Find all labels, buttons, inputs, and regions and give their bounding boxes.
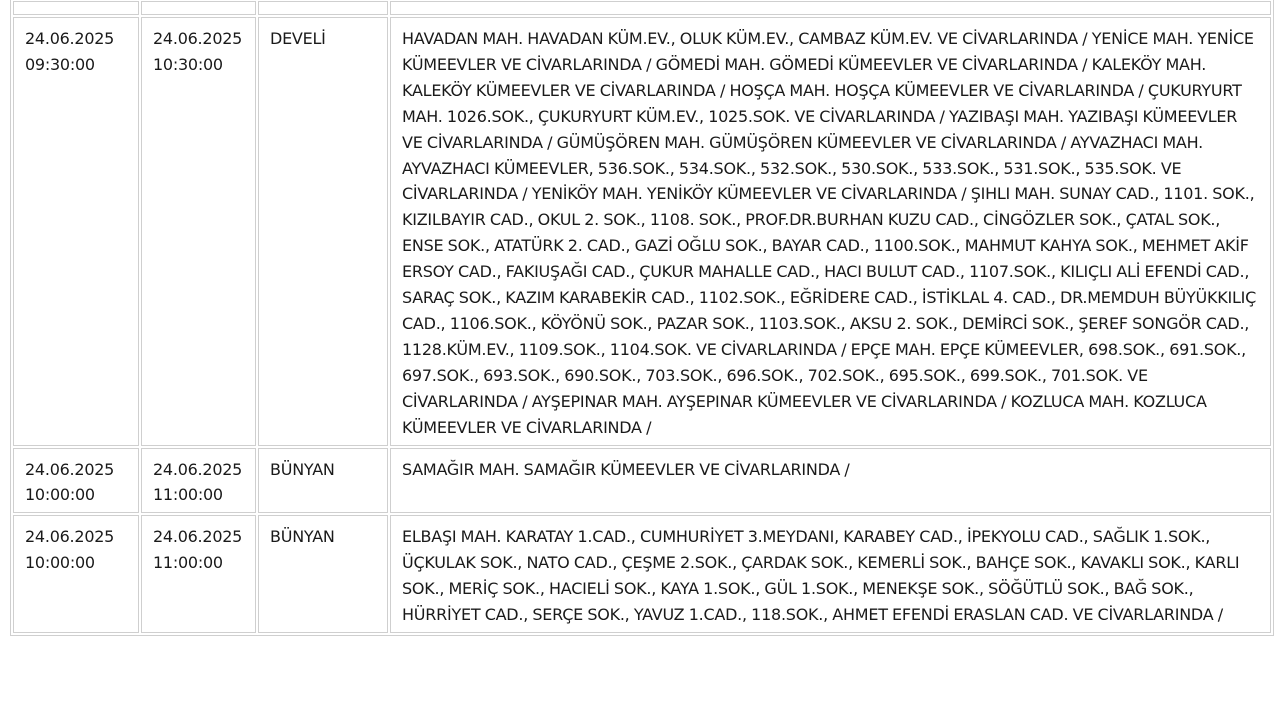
locations-cell xyxy=(390,17,1271,446)
end-time: 10:30:00 xyxy=(153,54,223,74)
end-datetime-cell xyxy=(141,515,256,633)
end-date: 24.06.2025 xyxy=(153,459,243,479)
district-cell xyxy=(258,448,388,514)
start-time: 10:00:00 xyxy=(25,553,95,573)
locations-cell xyxy=(390,448,1271,514)
end-date: 24.06.2025 xyxy=(153,527,243,547)
locations-text: ELBAŞI MAH. KARATAY 1.CAD., CUMHURİYET 3.MEYDANI, KARABEY CAD., İPEKYOLU CAD., SAĞLIK 1.SOK., ÜÇKULAK SOK., NATO CAD., ÇEŞME 2.SOK., ÇARDAK SOK., KEMERLİ SOK., BAHÇE SOK., KAVAKLI SOK., KARLI SOK., MERİÇ SOK., HACIELİ SOK., KAYA 1.SOK., GÜL 1.SOK., MENEKŞE SOK., SÖĞÜTLÜ SOK., BAĞ SOK., HÜRRİYET CAD., SERÇE SOK., YAVUZ 1.CAD., 118.SOK., AHMET EFENDİ ERASLAN CAD. VE CİVARLARINDA / xyxy=(402,527,1240,625)
district-cell xyxy=(258,515,388,633)
empty-cell xyxy=(390,1,1271,15)
district: BÜNYAN xyxy=(270,459,335,479)
end-datetime-cell xyxy=(141,448,256,514)
empty-cell xyxy=(258,1,388,15)
start-time: 10:00:00 xyxy=(25,485,95,505)
start-datetime-cell xyxy=(13,17,139,446)
locations-text: SAMAĞIR MAH. SAMAĞIR KÜMEEVLER VE CİVARLARINDA / xyxy=(402,459,850,479)
district: BÜNYAN xyxy=(270,527,335,547)
start-datetime-cell xyxy=(13,515,139,633)
table-row xyxy=(13,17,1271,446)
start-date: 24.06.2025 xyxy=(25,29,115,48)
table-row xyxy=(13,448,1271,514)
end-time: 11:00:00 xyxy=(153,553,223,573)
end-time: 11:00:00 xyxy=(153,485,223,505)
outage-table xyxy=(10,0,1274,636)
district-cell xyxy=(258,17,388,446)
locations-cell xyxy=(390,515,1271,633)
start-datetime-cell xyxy=(13,448,139,514)
start-time: 09:30:00 xyxy=(25,54,95,74)
empty-cell xyxy=(13,1,139,15)
table-row xyxy=(13,515,1271,633)
end-date: 24.06.2025 xyxy=(153,29,243,48)
empty-cell xyxy=(141,1,256,15)
end-datetime-cell xyxy=(141,17,256,446)
district: DEVELİ xyxy=(270,29,326,48)
locations-text: HAVADAN MAH. HAVADAN KÜM.EV., OLUK KÜM.EV., CAMBAZ KÜM.EV. VE CİVARLARINDA / YENİCE MAH. YENİCE KÜMEEVLER VE CİVARLARINDA / GÖMEDİ MAH. GÖMEDİ KÜMEEVLER VE CİVARLARINDA / KALEKÖY MAH. KALEKÖY KÜMEEVLER VE CİVARLARINDA / HOŞÇA MAH. HOŞÇA KÜMEEVLER VE CİVARLARINDA / ÇUKURYURT MAH. 1026.SOK., ÇUKURYURT KÜM.EV., 1025.SOK. VE CİVARLARINDA / YAZIBAŞI MAH. YAZIBAŞI KÜMEEVLER VE CİVARLARINDA / GÜMÜŞÖREN MAH. GÜMÜŞÖREN KÜMEEVLER VE CİVARLARINDA / AYVAZHACI MAH. AYVAZHACI KÜMEEVLER, 536.SOK., 534.SOK., 532.SOK., 530.SOK., 533.SOK., 531.SOK., 535.SOK. VE CİVARLARINDA / YENİKÖY MAH. YENİKÖY KÜMEEVLER VE CİVARLARINDA / ŞIHLI MAH. SUNAY CAD., 1101. SOK., KIZILBAYIR CAD., OKUL 2. SOK., 1108. SOK., PROF.DR.BURHAN KUZU CAD., CİNGÖZLER SOK., ÇATAL SOK., ENSE SOK., ATATÜRK 2. CAD., GAZİ OĞLU SOK., BAYAR CAD., 1100.SOK., MAHMUT KAHYA SOK., MEHMET AKİF ERSOY CAD., FAKIUŞAĞI CAD., ÇUKUR MAHALLE CAD., HACI BULUT CAD., 1107.SOK., KILIÇLI ALİ EFENDİ CAD., SARAÇ SOK., KAZIM KARABEKİR CAD., 1102.SOK., EĞRİDERE CAD., İSTİKLAL 4. CAD., DR.MEMDUH BÜYÜKKILIÇ CAD., 1106.SOK., KÖYÖNÜ SOK., PAZAR SOK., 1103.SOK., AKSU 2. SOK., DEMİRCİ SOK., ŞEREF SONGÖR CAD., 1128.KÜM.EV., 1109.SOK., 1104.SOK. VE CİVARLARINDA / EPÇE MAH. EPÇE KÜMEEVLER, 698.SOK., 691.SOK., 697.SOK., 693.SOK., 690.SOK., 703.SOK., 696.SOK., 702.SOK., 695.SOK., 699.SOK., 701.SOK. VE CİVARLARINDA / AYŞEPINAR MAH. AYŞEPINAR KÜMEEVLER VE CİVARLARINDA / KOZLUCA MAH. KOZLUCA KÜMEEVLER VE CİVARLARINDA / xyxy=(402,29,1256,437)
start-date: 24.06.2025 xyxy=(25,527,115,547)
table-row-partial xyxy=(13,1,1271,15)
start-date: 24.06.2025 xyxy=(25,459,115,479)
